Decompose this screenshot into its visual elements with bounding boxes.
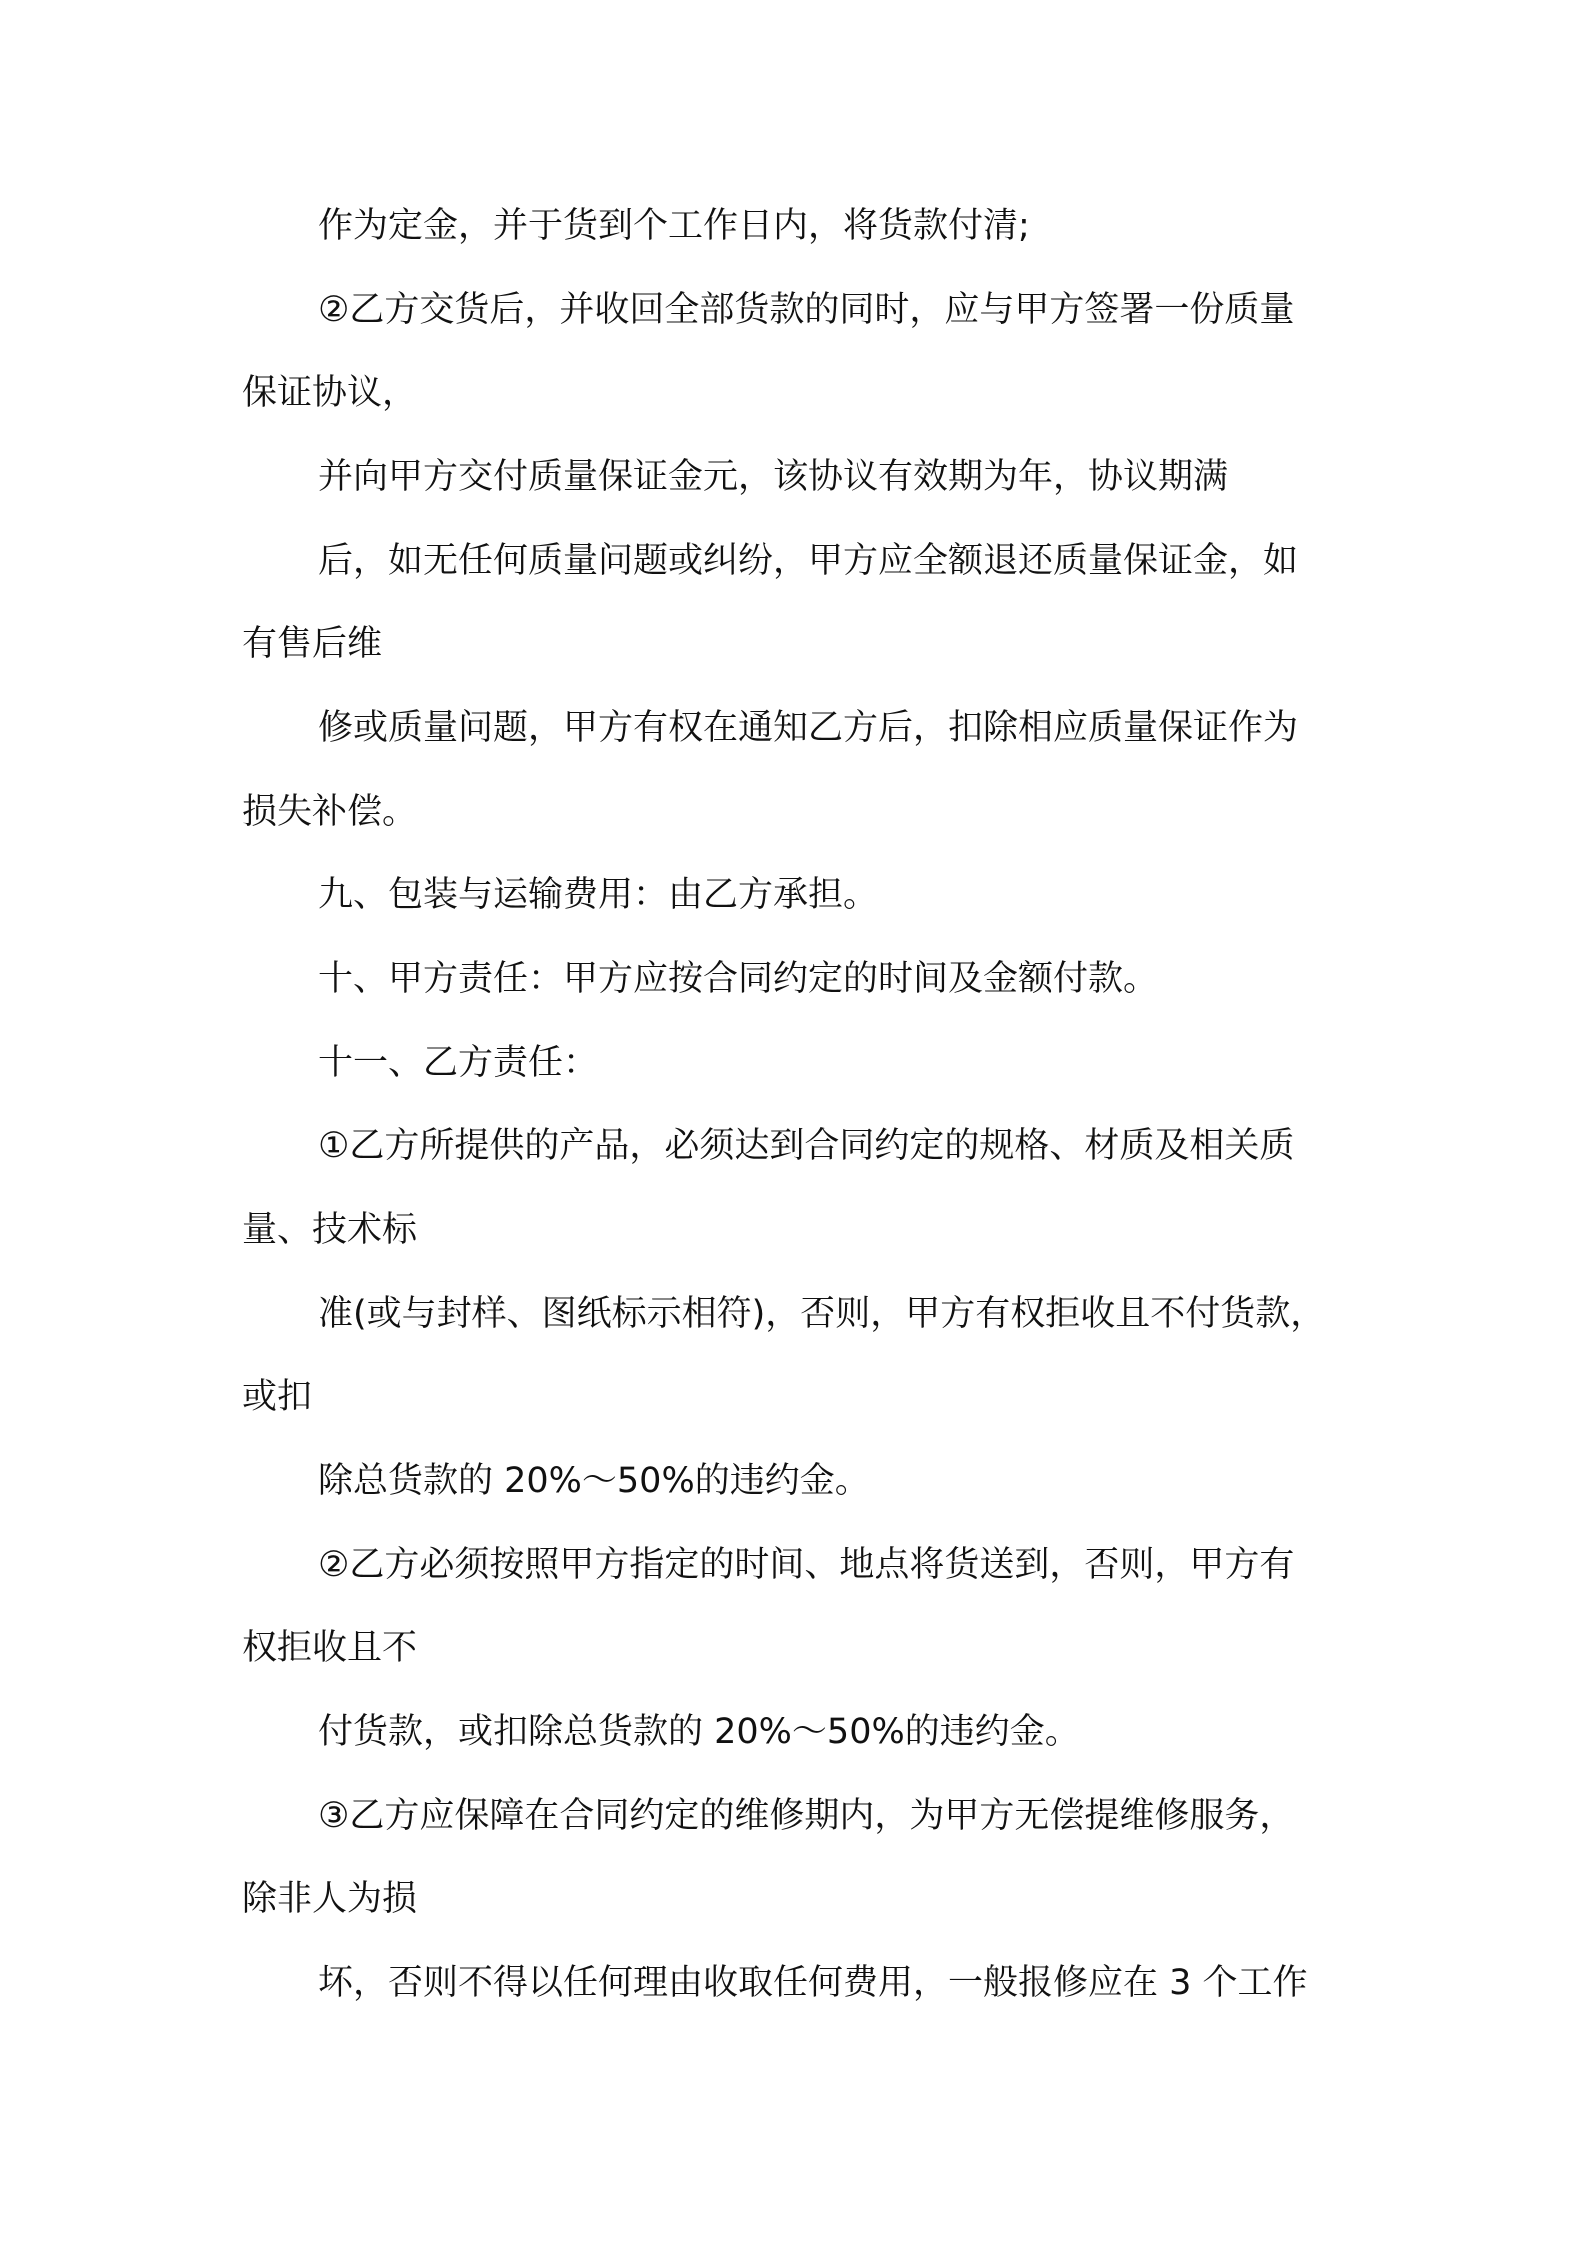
text-line: 准(或与封样、图纸标示相符)，否则，甲方有权拒收且不付货款， [318, 1294, 1326, 1334]
text-line: 除总货款的 20%～50%的违约金。 [318, 1461, 870, 1501]
text-line: 权拒收且不 [242, 1628, 418, 1668]
text-line: 后，如无任何质量问题或纠纷，甲方应全额退还质量保证金，如 [318, 541, 1299, 581]
text-line: ③乙方应保障在合同约定的维修期内，为甲方无偿提维修服务， [318, 1796, 1295, 1836]
text-line: 或扣 [242, 1377, 313, 1417]
text-line: ①乙方所提供的产品，必须达到合同约定的规格、材质及相关质 [318, 1126, 1295, 1166]
text-line: 付货款，或扣除总货款的 20%～50%的违约金。 [318, 1712, 1080, 1752]
text-line: 作为定金，并于货到个工作日内，将货款付清; [318, 206, 1030, 246]
text-line: 有售后维 [242, 624, 383, 664]
text-line: 损失补偿。 [242, 792, 418, 832]
text-line: 并向甲方交付质量保证金元，该协议有效期为年，协议期满 [318, 457, 1229, 497]
section-heading: 九、包装与运输费用：由乙方承担。 [318, 875, 879, 915]
text-line: 坏，否则不得以任何理由收取任何费用，一般报修应在 3 个工作 [318, 1963, 1308, 2003]
text-line: 保证协议， [242, 373, 418, 413]
section-heading: 十一、乙方责任： [318, 1043, 599, 1083]
text-line: 除非人为损 [242, 1879, 418, 1919]
text-line: 量、技术标 [242, 1210, 418, 1250]
text-line: ②乙方交货后，并收回全部货款的同时，应与甲方签署一份质量 [318, 290, 1295, 330]
section-heading: 十、甲方责任：甲方应按合同约定的时间及金额付款。 [318, 959, 1159, 999]
text-line: 修或质量问题，甲方有权在通知乙方后，扣除相应质量保证作为 [318, 708, 1299, 748]
text-line: ②乙方必须按照甲方指定的时间、地点将货送到，否则，甲方有 [318, 1545, 1295, 1585]
